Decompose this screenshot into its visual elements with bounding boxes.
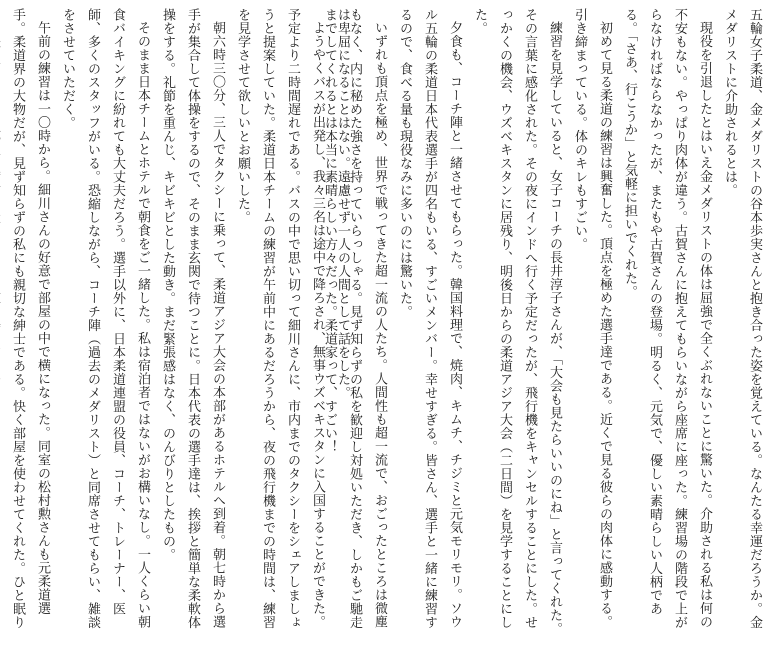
left-paragraph: そのまま日本チームとホテルで朝食をご一緒した。私は宿泊者ではないがお構いなし。一人くらい朝食バイキングに紛れても大丈夫だろう。選手以外に、日本柔道連盟の役員、コーチ、トレーナー、医師、多くのスタッフがいる。恐縮しながら、コーチ陣（過去のメダリスト）と同席させてもらい、雑談をさせていただく。	[60, 8, 150, 629]
right-paragraph: 夕食も、コーチ陣と一緒させてもらった。韓国料理で、焼肉、キムチ、チジミと元気モリモリ。ソウル五輪の柔道日本代表選手が四名もいる、すごいメンバー。幸せすぎる。皆さん、選手と一緒に練習するので、食べる量も現役なみに多いのには驚いた。	[397, 8, 462, 629]
right-paragraph: いずれも頂点を極め、世界で戦ってきた超一流の人たち。人間性も超一流で、おごったところは微塵もなく、内に秘めた強さを持っていらっしゃる。見ず知らずの私を歓迎し対処いただき、しかもご馳走までしてくれるとは本当に素晴らしい方々だった。柔道家って、すごい！	[322, 8, 387, 629]
left-paragraph: 朝六時三〇分、三人でタクシーに乗って、柔道アジア大会の本部があるホテルへ到着。朝七時から選手が集合して体操をするので、そのまま玄関で待つことに。日本代表の選手達は、挨拶と簡単な柔軟体操をする。礼節を重んじ、キビキビとした動き。まだ緊張感はなく、のんびりとしたもの。	[160, 8, 225, 629]
right-paragraph: 練習を見学していると、女子コーチの長井淳子さんが、「大会も見たらいいのにね」と言ってくれた。その言葉に感化された。その夜にインドへ行く予定だったが、飛行機をキャンセルすることにした。せっかくの機会、ウズベキスタンに居残り、明後日からの柔道アジア大会（二日間）を見学することにした。	[472, 8, 562, 636]
left-paragraph: ようやくバスが出発し、我々三名は途中で降ろされ、無事ウズベキスタンに入国することができた。予定より二時間遅れである。バスの中で思い切って細川さんに、市内までのタクシーをシェアしましょうと提案していた。柔道日本チームの練習が午前中にあるだろうから、夜の飛行機までの時間は、練習を見学させて欲しいとお願いした。	[235, 8, 325, 629]
right-paragraph: 現役を引退したとはいえ金メダリストの体は屈強で全くぶれないことに驚いた。介助される私は何の不安もない。やっぱり肉体が違う。古賀さんに抱えてもらいながら座席に座った。練習場の階段で上がらなければならなかったが、またもや古賀さんの登場。明るく、元気で、優しい素晴らしい人柄である。「さあ、行こうか」と気軽に担いでくれた。	[622, 8, 712, 629]
text-column-left	[10, 8, 355, 638]
left-paragraph: は卑屈になることはない。遠慮せず一人の人間として話をした。	[335, 8, 350, 400]
left-paragraph: 午前の練習は一〇時から。細川さんの好意で部屋の中で横になった。同室の松村勲さんも元柔道選手。柔道界の大物だが、見ず知らずの私にも親切な紳士である。快く部屋を使わせてくれた。ひと眠り	[10, 8, 50, 629]
right-paragraph: 初めて見る柔道の練習は興奮した。頂点を極めた選手達である。近くで見る彼らの肉体に感動する。引き締まっている。体のキレもすごい。	[572, 8, 612, 629]
right-paragraph: 五輪女子柔道、金メダリストの谷本歩実さんと抱き合った姿を覚えている。なんたる幸運だろうか。金メダリストに介助されるとは。	[722, 8, 762, 629]
